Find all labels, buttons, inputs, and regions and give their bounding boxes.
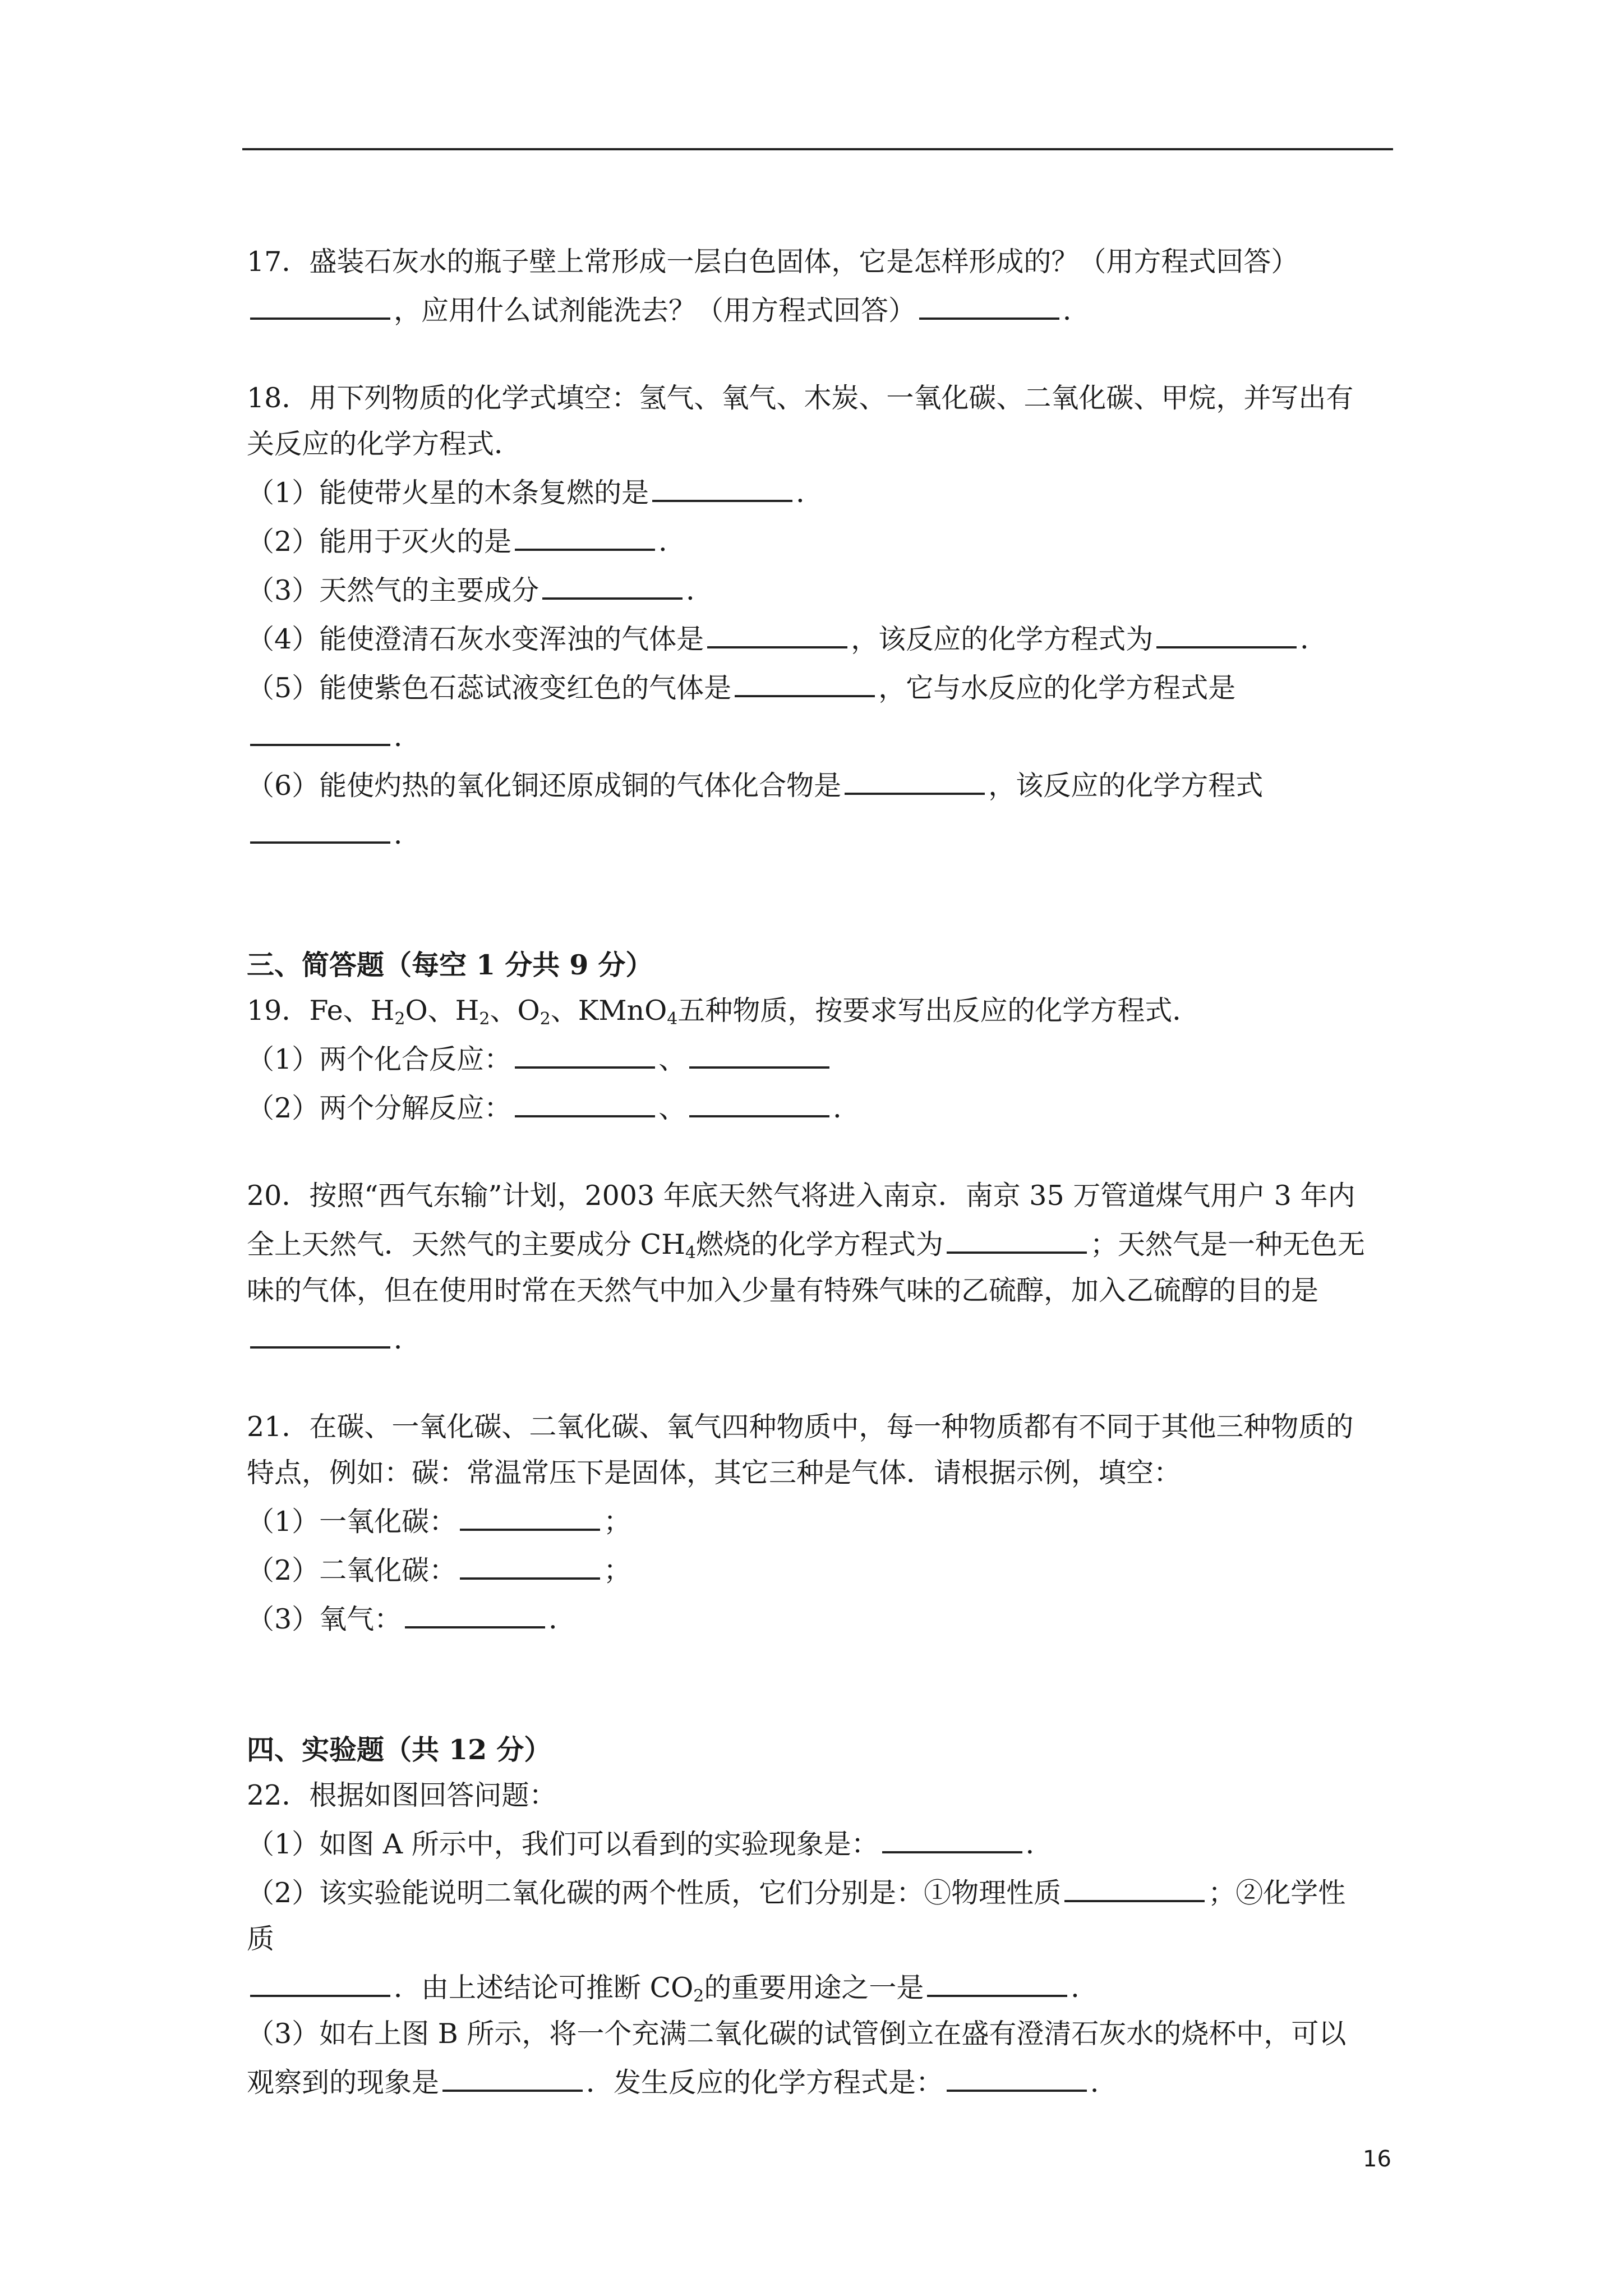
q21-part-3: （3）氧气： ． [247, 1594, 1396, 1642]
answer-blank[interactable] [845, 760, 985, 795]
answer-blank[interactable] [250, 1962, 390, 1997]
q20-line-4: ． [247, 1314, 1396, 1363]
q22-part-2: （2）该实验能说明二氧化碳的两个性质，它们分别是：①物理性质 ；②化学性 [247, 1867, 1396, 1916]
answer-blank[interactable] [442, 2057, 583, 2092]
answer-blank[interactable] [689, 1034, 829, 1069]
answer-blank[interactable] [515, 1083, 655, 1117]
q22-part-3: （3）如右上图 B 所示，将一个充满二氧化碳的试管倒立在盛有澄清石灰水的烧杯中，可以 [247, 2018, 1347, 2050]
page-number: 16 [1363, 2146, 1391, 2172]
answer-blank[interactable] [515, 516, 655, 551]
q20-line-2: 全上天然气．天然气的主要成分 $CH_4$燃烧的化学方程式为 ；天然气是一种无色无 [247, 1219, 1396, 1268]
q18-part-6-cont: ． [247, 809, 1396, 858]
q20-line-1: 20．按照“西气东输”计划，2003 年底天然气将进入南京．南京 35 万管道煤气用户 3 年内 [247, 1180, 1355, 1212]
q18-part-3: （3）天然气的主要成分 ． [247, 565, 1396, 614]
q22-part-1: （1）如图 A 所示中，我们可以看到的实验现象是： ． [247, 1819, 1396, 1867]
q18-part-5-cont: ． [247, 711, 1396, 760]
q22-part-2-cont-2: ．由上述结论可推断 $CO_2$的重要用途之一是 ． [247, 1962, 1396, 2011]
q18-part-6: （6）能使灼热的氧化铜还原成铜的气体化合物是 ，该反应的化学方程式 [247, 760, 1396, 809]
q21-line-2: 特点，例如：碳：常温常压下是固体，其它三种是气体．请根据示例，填空： [247, 1457, 1182, 1489]
q17-line-2: ，应用什么试剂能洗去？（用方程式回答） ． [247, 285, 1396, 334]
answer-blank[interactable] [250, 809, 390, 844]
q19-part-1: （1）两个化合反应： 、 [247, 1034, 1396, 1083]
answer-blank[interactable] [1064, 1867, 1205, 1902]
answer-blank[interactable] [460, 1545, 600, 1580]
answer-blank[interactable] [515, 1034, 655, 1069]
q18-part-5: （5）能使紫色石蕊试液变红色的气体是 ，它与水反应的化学方程式是 [247, 662, 1396, 711]
answer-blank[interactable] [882, 1819, 1022, 1853]
q18-line-2: 关反应的化学方程式． [247, 428, 522, 460]
answer-blank[interactable] [250, 285, 390, 320]
answer-blank[interactable] [542, 565, 683, 600]
q18-part-1: （1）能使带火星的木条复燃的是 ． [247, 467, 1396, 516]
q22-part-3-cont: 观察到的现象是 ．发生反应的化学方程式是： ． [247, 2057, 1396, 2106]
answer-blank[interactable] [919, 285, 1059, 320]
q22-part-2-cont: 质 [247, 1923, 275, 1955]
answer-blank[interactable] [250, 1314, 390, 1349]
q21-part-1: （1）一氧化碳： ； [247, 1496, 1396, 1545]
answer-blank[interactable] [405, 1594, 545, 1628]
answer-blank[interactable] [947, 1219, 1087, 1254]
q19-line-1: 19．Fe、$H_2O$、$H_2$、$O_2$、KMnO$_4$五种物质，按要求写出反应的化学方程式． [247, 995, 1200, 1029]
q22-line-1: 22．根据如图回答问题： [247, 1779, 557, 1811]
answer-blank[interactable] [1156, 614, 1297, 648]
section-4-heading: 四、实验题（共 12 分） [247, 1733, 552, 1766]
q17-line-1: 17．盛装石灰水的瓶子壁上常形成一层白色固体，它是怎样形成的？（用方程式回答） [247, 246, 1299, 278]
answer-blank[interactable] [735, 662, 875, 697]
answer-blank[interactable] [652, 467, 792, 502]
q18-part-2: （2）能用于灭火的是 ． [247, 516, 1396, 565]
q21-line-1: 21．在碳、一氧化碳、二氧化碳、氧气四种物质中，每一种物质都有不同于其他三种物质的 [247, 1411, 1354, 1443]
q19-part-2: （2）两个分解反应： 、 ． [247, 1083, 1396, 1131]
q20-line-3: 味的气体，但在使用时常在天然气中加入少量有特殊气味的乙硫醇，加入乙硫醇的目的是 [247, 1274, 1319, 1306]
answer-blank[interactable] [927, 1962, 1067, 1997]
answer-blank[interactable] [250, 711, 390, 746]
answer-blank[interactable] [707, 614, 847, 648]
answer-blank[interactable] [689, 1083, 829, 1117]
section-3-heading: 三、简答题（每空 1 分共 9 分） [247, 949, 653, 981]
document-body [247, 239, 1396, 2106]
header-rule [242, 148, 1393, 150]
q18-part-4: （4）能使澄清石灰水变浑浊的气体是 ，该反应的化学方程式为 ． [247, 614, 1396, 662]
q21-part-2: （2）二氧化碳： ； [247, 1545, 1396, 1594]
answer-blank[interactable] [947, 2057, 1087, 2092]
answer-blank[interactable] [460, 1496, 600, 1531]
q18-line-1: 18．用下列物质的化学式填空：氢气、氧气、木炭、一氧化碳、二氧化碳、甲烷，并写出有 [247, 382, 1354, 414]
